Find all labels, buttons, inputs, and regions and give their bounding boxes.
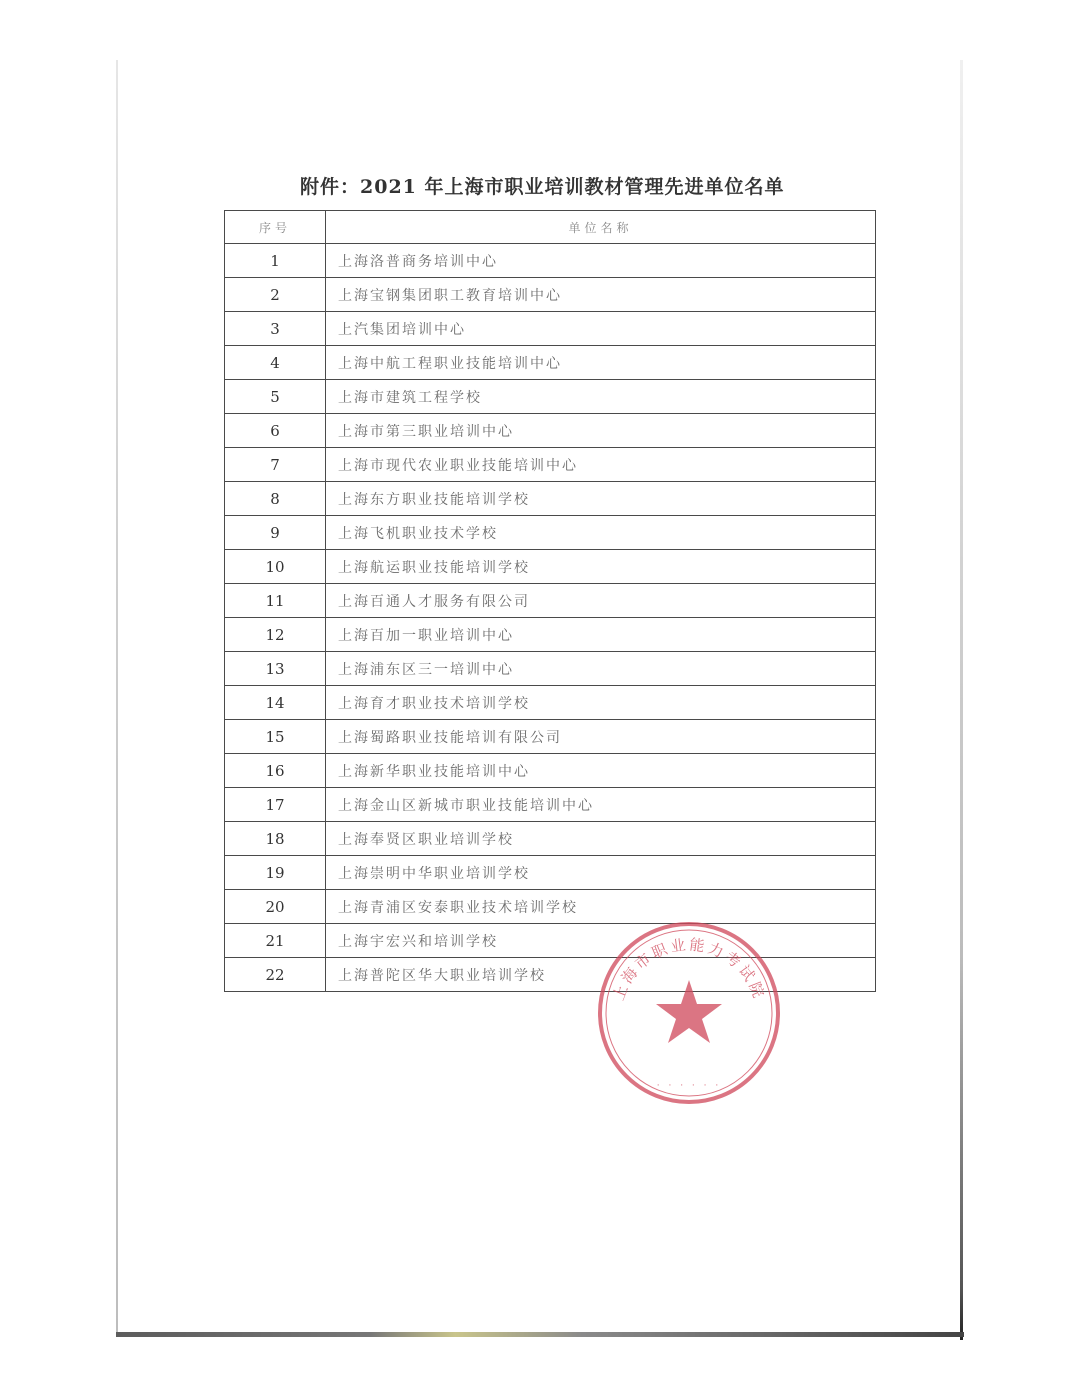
scan-bottom-edge [116,1332,964,1337]
column-header-unit-name: 单位名称 [326,211,876,244]
unit-name: 上海蜀路职业技能培训有限公司 [326,720,876,754]
table-row [225,584,876,618]
row-number: 9 [225,516,326,550]
table-row [225,550,876,584]
table-row [225,720,876,754]
table-row [225,754,876,788]
row-number: 20 [225,890,326,924]
unit-name: 上海青浦区安泰职业技术培训学校 [326,890,876,924]
row-number: 18 [225,822,326,856]
table-row [225,618,876,652]
table-body [225,244,876,992]
unit-name: 上海宝钢集团职工教育培训中心 [326,278,876,312]
unit-name: 上海百加一职业培训中心 [326,618,876,652]
row-number: 13 [225,652,326,686]
row-number: 2 [225,278,326,312]
table-row [225,890,876,924]
table-row [225,788,876,822]
row-number: 6 [225,414,326,448]
row-number: 3 [225,312,326,346]
row-number: 22 [225,958,326,992]
table-row [225,312,876,346]
row-number: 15 [225,720,326,754]
unit-name: 上海百通人才服务有限公司 [326,584,876,618]
table-row [225,482,876,516]
scan-left-edge [116,60,118,1335]
unit-name: 上海金山区新城市职业技能培训中心 [326,788,876,822]
unit-name: 上海市第三职业培训中心 [326,414,876,448]
row-number: 5 [225,380,326,414]
table-header-row [225,211,876,244]
unit-name: 上海崇明中华职业培训学校 [326,856,876,890]
unit-name: 上海育才职业技术培训学校 [326,686,876,720]
unit-name: 上海新华职业技能培训中心 [326,754,876,788]
unit-name: 上海东方职业技能培训学校 [326,482,876,516]
table-row [225,856,876,890]
advanced-units-table [224,210,876,992]
table-row [225,346,876,380]
seal-star-icon [656,980,722,1043]
column-header-number: 序号 [225,211,326,244]
row-number: 14 [225,686,326,720]
row-number: 12 [225,618,326,652]
unit-name: 上海普陀区华大职业培训学校 [326,958,876,992]
official-seal [596,920,782,1106]
unit-name: 上海航运职业技能培训学校 [326,550,876,584]
table-row [225,414,876,448]
table-row [225,516,876,550]
row-number: 19 [225,856,326,890]
unit-name: 上海宇宏兴和培训学校 [326,924,876,958]
table-row [225,244,876,278]
svg-text:上海市职业能力考试院: 上海市职业能力考试院 [609,935,769,1003]
row-number: 11 [225,584,326,618]
row-number: 16 [225,754,326,788]
unit-name: 上海飞机职业技术学校 [326,516,876,550]
row-number: 7 [225,448,326,482]
row-number: 4 [225,346,326,380]
table-row [225,686,876,720]
row-number: 8 [225,482,326,516]
svg-text:· · · · · ·: · · · · · · [656,1081,722,1091]
unit-name: 上海洛普商务培训中心 [326,244,876,278]
document-title: 附件：2021 年上海市职业培训教材管理先进单位名单 [300,176,785,198]
row-number: 17 [225,788,326,822]
unit-name: 上海中航工程职业技能培训中心 [326,346,876,380]
table-row [225,380,876,414]
table-row [225,448,876,482]
row-number: 1 [225,244,326,278]
table-row [225,278,876,312]
row-number: 10 [225,550,326,584]
table-row [225,822,876,856]
unit-name: 上汽集团培训中心 [326,312,876,346]
unit-name: 上海市建筑工程学校 [326,380,876,414]
row-number: 21 [225,924,326,958]
unit-name: 上海浦东区三一培训中心 [326,652,876,686]
table-row [225,652,876,686]
unit-name: 上海市现代农业职业技能培训中心 [326,448,876,482]
unit-name: 上海奉贤区职业培训学校 [326,822,876,856]
scan-right-edge [960,60,963,1340]
